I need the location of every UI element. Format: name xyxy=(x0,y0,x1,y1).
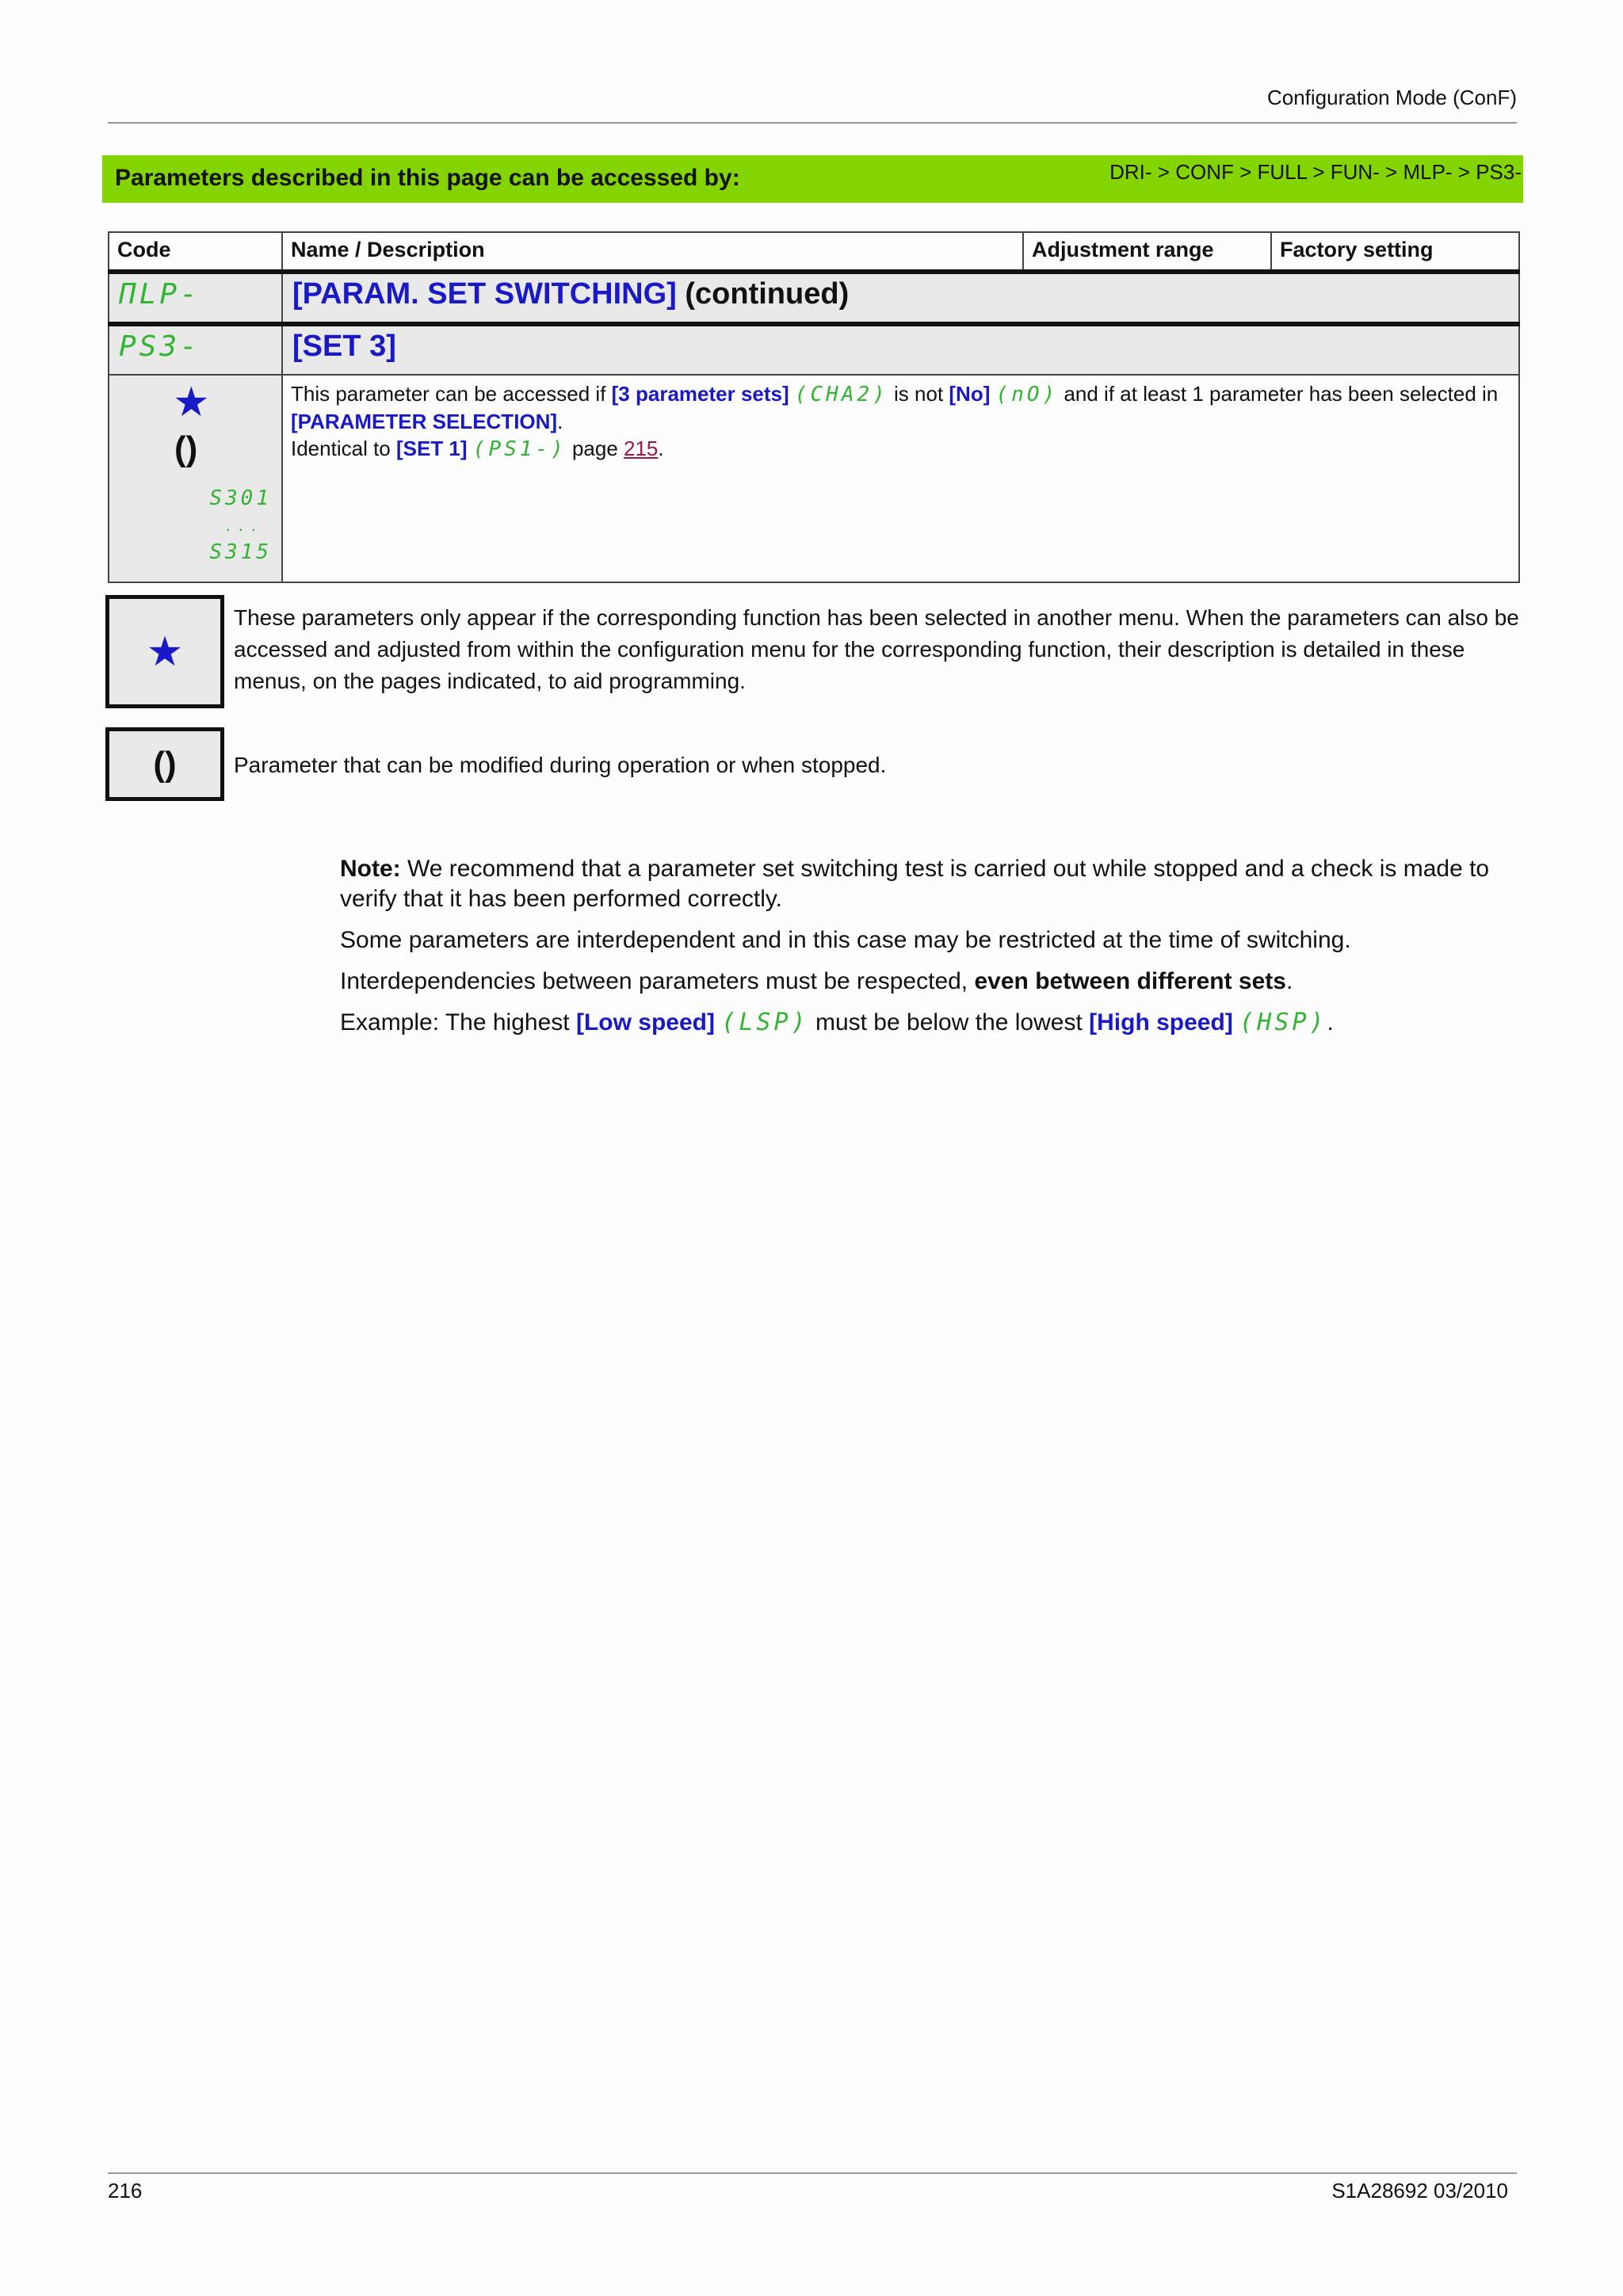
range-ellipsis: ... xyxy=(225,515,264,535)
legend-cycle-box xyxy=(105,727,224,801)
desc-code-cha2: (CHA2) xyxy=(794,383,888,406)
legend-star-box xyxy=(105,595,224,708)
desc-ref-3-parameter-sets: [3 parameter sets] xyxy=(611,382,789,406)
note-text: We recommend that a parameter set switching test is carried out while stopped and a check is made to verify that it has been performed correctly. xyxy=(340,856,1490,912)
submenu-title-cell xyxy=(282,324,1519,375)
footer-rule xyxy=(108,2172,1517,2174)
ref-high-speed: [High speed] xyxy=(1089,1009,1233,1035)
desc-text: and if at least 1 parameter has been selected in xyxy=(1058,382,1499,406)
text: . xyxy=(1285,968,1293,994)
desc-code-no: (nO) xyxy=(995,383,1059,406)
menu-code: ΠLP- xyxy=(119,278,200,311)
page-number: 216 xyxy=(108,2179,143,2203)
text: Example: The highest xyxy=(340,1009,576,1035)
legend-star-text: These parameters only appear if the corresponding function has been selected in another menu. When the parameters can also be accessed and adjusted from within the configuration menu for the corresponding function, their description is detailed in these menus, on the pages indicated, to aid programming. xyxy=(234,605,1519,693)
legend-cycle-text: Parameter that can be modified during operation or when stopped. xyxy=(234,753,887,777)
header-code: Code xyxy=(109,232,282,272)
desc-text: This parameter can be accessed if xyxy=(291,382,612,406)
text: must be below the lowest xyxy=(808,1009,1090,1035)
example-paragraph xyxy=(340,1008,1521,1038)
desc-code-ps1: (PS1-) xyxy=(472,437,567,461)
menu-row xyxy=(109,272,1519,324)
parameter-code-cell xyxy=(109,375,282,582)
cycle-icon: () xyxy=(153,744,177,784)
code-hsp: (HSP) xyxy=(1239,1009,1327,1036)
access-path: DRI- > CONF > FULL > FUN- > MLP- > PS3- xyxy=(1109,160,1522,184)
desc-text: page xyxy=(566,437,624,460)
range-start-code: S301 xyxy=(209,486,272,510)
access-label: Parameters described in this page can be accessed by: xyxy=(115,165,740,191)
document-reference: S1A28692 03/2010 xyxy=(1331,2179,1508,2203)
header-factory-setting: Factory setting xyxy=(1271,232,1519,272)
cycle-icon: () xyxy=(174,429,198,468)
code-lsp: (LSP) xyxy=(721,1009,809,1036)
submenu-code: PS3- xyxy=(119,330,200,363)
submenu-title: [SET 3] xyxy=(292,330,396,363)
ref-low-speed: [Low speed] xyxy=(575,1009,715,1035)
access-path-bar xyxy=(102,155,1523,203)
range-end-code: S315 xyxy=(209,540,272,564)
desc-text: . xyxy=(557,410,563,433)
parameter-description xyxy=(282,375,1519,582)
header-rule xyxy=(108,122,1517,124)
emphasis-text: even between different sets xyxy=(974,968,1286,994)
page-header-title: Configuration Mode (ConF) xyxy=(1266,86,1517,109)
desc-ref-set-1: [SET 1] xyxy=(395,437,468,460)
submenu-code-cell xyxy=(109,324,282,375)
parameter-row xyxy=(109,375,1519,582)
parameter-table xyxy=(108,231,1520,583)
header-name-description: Name / Description xyxy=(282,232,1023,272)
desc-text: Identical to xyxy=(291,437,396,460)
menu-title-suffix: (continued) xyxy=(676,277,850,311)
desc-ref-no: [No] xyxy=(949,382,991,406)
submenu-row xyxy=(109,324,1519,375)
menu-title-cell xyxy=(282,272,1519,324)
desc-text: is not xyxy=(888,382,949,406)
note-label: Note: xyxy=(340,856,401,882)
desc-ref-parameter-selection: [PARAMETER SELECTION] xyxy=(291,410,558,433)
note-paragraph xyxy=(340,854,1521,914)
star-icon: ★ xyxy=(146,628,184,675)
text: Interdependencies between parameters must be respected, xyxy=(340,968,975,994)
desc-text: . xyxy=(658,437,664,460)
interdependent-paragraph: Some parameters are interdependent and in this case may be restricted at the time of switching. xyxy=(340,927,1351,953)
page-link-215[interactable]: 215 xyxy=(624,437,659,460)
menu-code-cell xyxy=(109,272,282,324)
text: . xyxy=(1327,1009,1334,1035)
table-header-row xyxy=(109,232,1519,272)
star-icon: ★ xyxy=(173,379,210,425)
notes-section xyxy=(340,854,1521,1049)
interdependencies-paragraph xyxy=(340,967,1521,997)
menu-title: [PARAM. SET SWITCHING] xyxy=(292,277,677,311)
header-adjustment-range: Adjustment range xyxy=(1023,232,1271,272)
